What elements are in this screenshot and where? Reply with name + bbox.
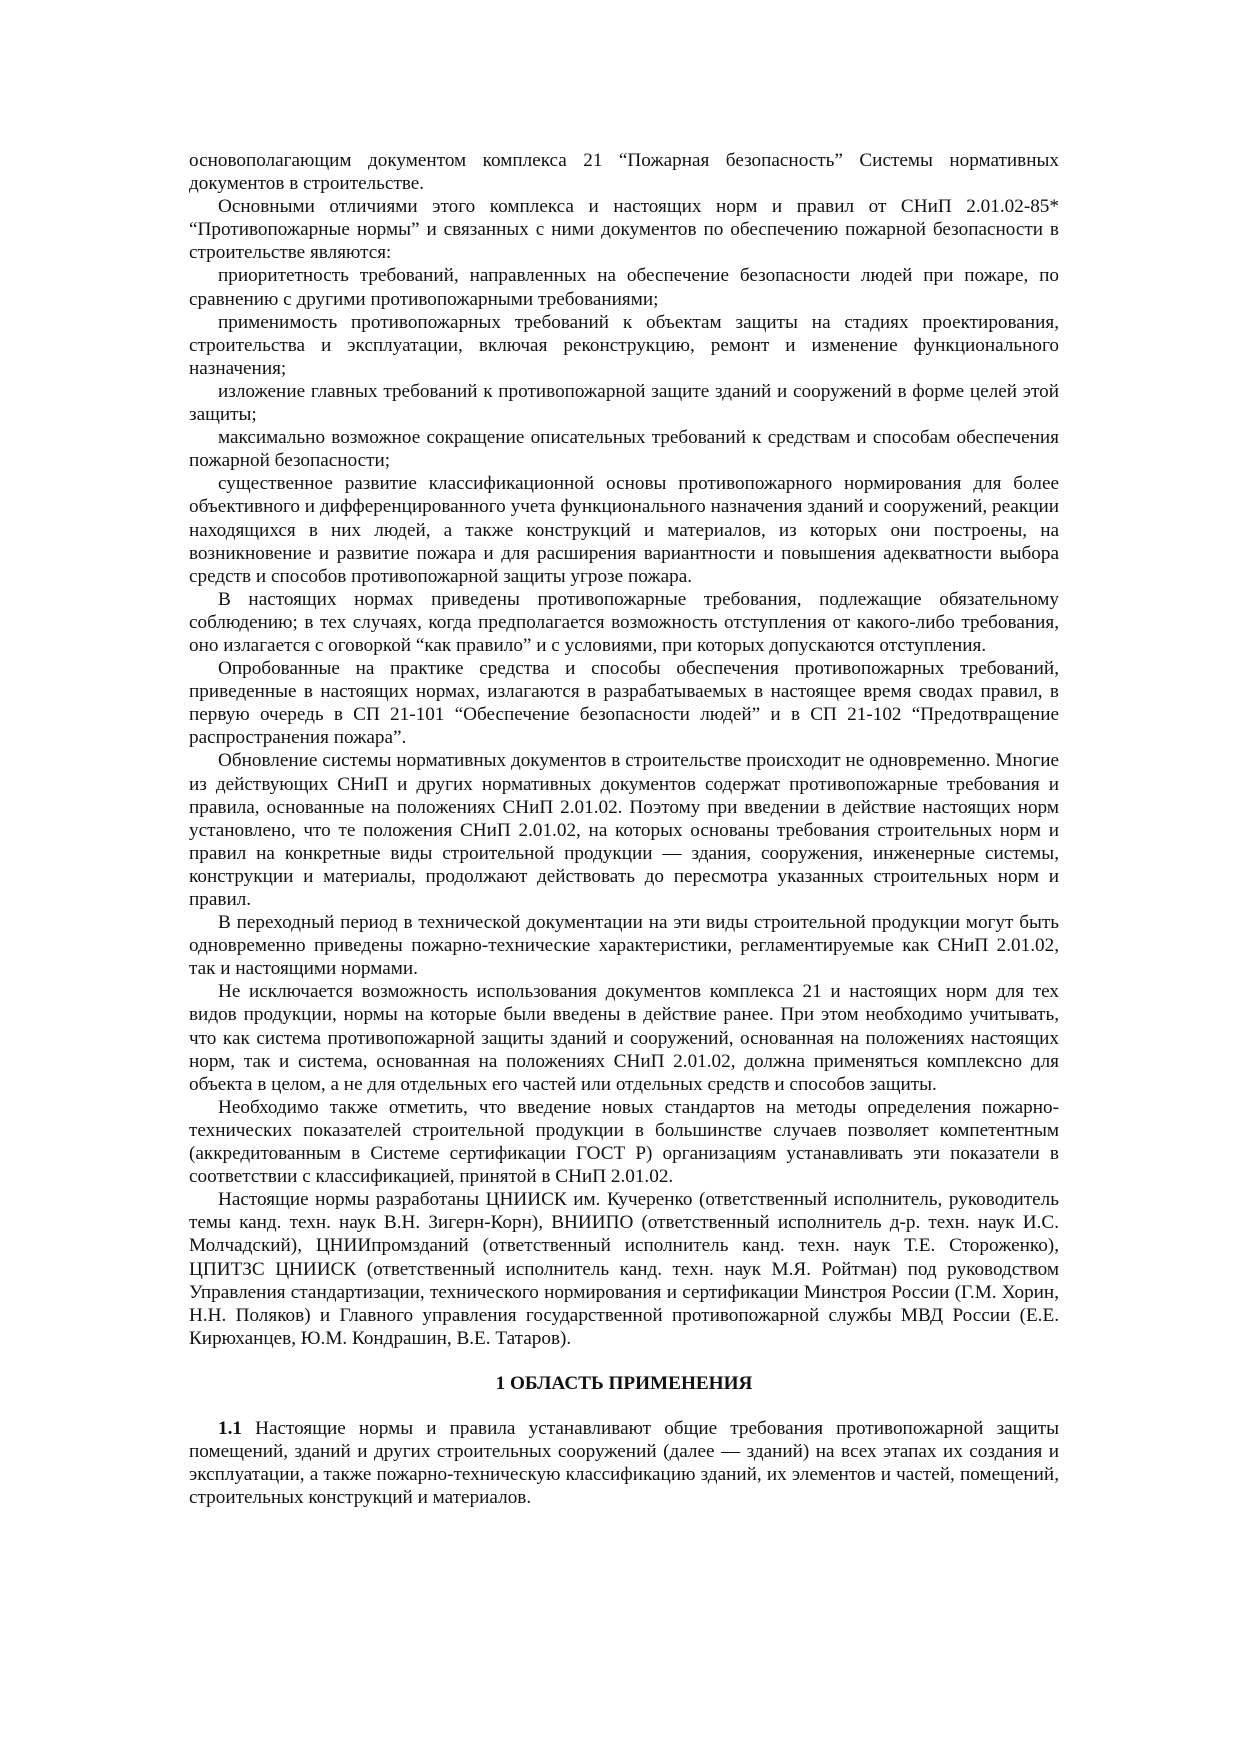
paragraph-developers: Настоящие нормы разработаны ЦНИИСК им. Кучеренко (ответственный исполнитель, руководитель темы канд. техн. наук В.Н. Зигерн-Корн), ВНИИПО (ответственный исполнитель д-р. техн. наук И.С. Молчадский), ЦНИИпромзданий (ответственный исполнитель канд. техн. наук Т.Е. Стороженко), ЦПИТЗС ЦНИИСК (ответственный исполнитель канд. техн. наук М.Я. Ройтман) под руководством Управления стандартизации, технического нормирования и сертификации Минстроя России (Г.М. Хорин, Н.Н. Поляков) и Главного управления государственной противопожарной службы МВД России (Е.Е. Кирюханцев, Ю.М. Кондрашин, В.Е. Татаров). <box>189 1189 1059 1349</box>
paragraph-transition-period: В переходный период в технической документации на эти виды строительной продукции могут быть одновременно приведены пожарно-технические характеристики, регламентируемые как СНиП 2.01.02, так и настоящими нормами. <box>189 912 1059 980</box>
list-item-goals: изложение главных требований к противопожарной защите зданий и сооружений в форме целей этой защиты; <box>189 380 1059 426</box>
paragraph-complex-usage: Не исключается возможность использования документов комплекса 21 и настоящих норм для тех видов продукции, нормы на которые были введены в действие ранее. При этом необходимо учитывать, что как система противопожарной защиты зданий и сооружений, основанная на положениях настоящих норм, так и система, основанная на положениях СНиП 2.01.02, должна применяться комплексно для объекта в целом, а не для отдельных его частей или отдельных средств и способов защиты. <box>189 981 1059 1095</box>
paragraph-tested-methods: Опробованные на практике средства и способы обеспечения противопожарных требований, приведенные в настоящих нормах, излагаются в разрабатываемых в настоящее время сводах правил, в первую очередь в СП 21-101 “Обеспечение безопасности людей” и в СП 21-102 “Предотвращение распространения пожара”. <box>189 658 1059 749</box>
document-page <box>189 149 1059 1509</box>
list-item-applicability: применимость противопожарных требований к объектам защиты на стадиях проектирования, строительства и эксплуатации, включая реконструкцию, ремонт и изменение функционального назначения; <box>189 311 1059 379</box>
clause-number: 1.1 <box>218 1417 242 1439</box>
paragraph-intro-continuation: основополагающим документом комплекса 21 “Пожарная безопасность” Системы нормативных документов в строительстве. <box>189 150 1059 195</box>
list-item-classification: существенное развитие классификационной основы противопожарного нормирования для более объективного и дифференцированного учета функционального назначения зданий и сооружений, реакции находящихся в них людей, а также конструкций и материалов, из которых они построены, на возникновение и развитие пожара и для расширения вариантности и повышения адекватности выбора средств и способов противопожарной защиты угрозе пожара. <box>189 473 1059 587</box>
list-item-priority: приоритетность требований, направленных на обеспечение безопасности людей при пожаре, по сравнению с другими противопожарными требованиями; <box>189 265 1059 310</box>
paragraph-new-standards: Необходимо также отметить, что введение новых стандартов на методы определения пожарно-технических показателей строительной продукции в большинстве случаев позволяет компетентным (аккредитованным в Системе сертификации ГОСТ Р) организациям устанавливать эти показатели в соответствии с классификацией, принятой в СНиП 2.01.02. <box>189 1096 1059 1188</box>
paragraph-system-update: Обновление системы нормативных документов в строительстве происходит не одновременно. Многие из действующих СНиП и других нормативных документов содержат противопожарные требования и правила, основанные на положениях СНиП 2.01.02. Поэтому при введении в действие настоящих норм установлено, что те положения СНиП 2.01.02, на которых основаны требования строительных норм и правил на конкретные виды строительной продукции — здания, сооружения, инженерные системы, конструкции и материалы, продолжают действовать до пересмотра указанных строительных норм и правил. <box>189 750 1059 910</box>
clause-text: Настоящие нормы и правила устанавливают общие требования противопожарной защиты помещений, зданий и других строительных сооружений (далее — зданий) на всех этапах их создания и эксплуатации, а также пожарно-техническую классификацию зданий, их элементов и частей, помещений, строительных конструкций и материалов. <box>189 1417 1059 1509</box>
list-item-reduction: максимально возможное сокращение описательных требований к средствам и способам обеспечения пожарной безопасности; <box>189 427 1059 472</box>
section-heading: 1 ОБЛАСТЬ ПРИМЕНЕНИЯ <box>495 1372 753 1394</box>
paragraph-main-differences: Основными отличиями этого комплекса и настоящих норм и правил от СНиП 2.01.02-85* “Противопожарные нормы” и связанных с ними документов по обеспечению пожарной безопасности в строительстве являются: <box>189 196 1059 264</box>
paragraph-mandatory-requirements: В настоящих нормах приведены противопожарные требования, подлежащие обязательному соблюдению; в тех случаях, когда предполагается возможность отступления от какого-либо требования, оно излагается с оговоркой “как правило” и с условиями, при которых допускаются отступления. <box>189 588 1059 656</box>
clause-1-1 <box>189 1417 1059 1509</box>
